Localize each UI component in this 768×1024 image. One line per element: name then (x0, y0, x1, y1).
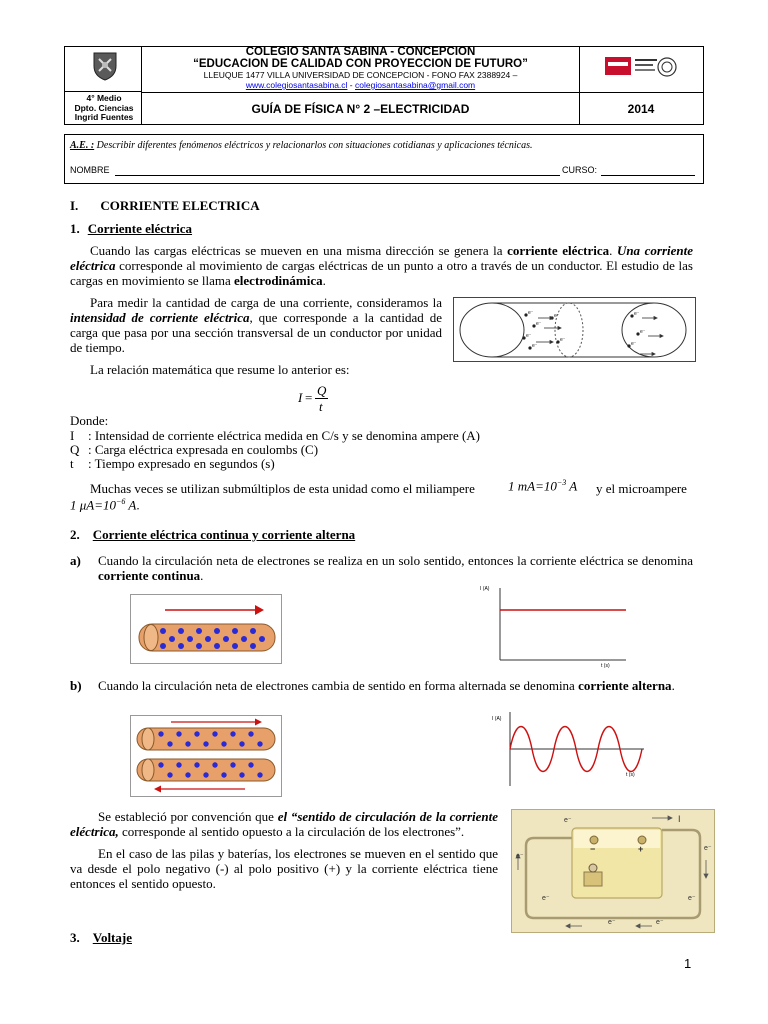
electron-label: e⁻ (564, 817, 572, 824)
current-label: I (678, 814, 681, 824)
microampere-formula: 1 $\mu A=10^{-6}$ A. (70, 497, 140, 513)
ac-graph-xlabel: t (s) (626, 772, 635, 778)
course-field[interactable] (601, 175, 695, 176)
website-link[interactable]: www.colegiosantasabina.cl (245, 80, 348, 90)
svg-text:e⁻: e⁻ (634, 311, 640, 317)
item-b-label: b) (70, 678, 82, 693)
paragraph-current-intro: Cuando las cargas eléctricas se mueven en una misma dirección se genera la corriente eléctrica. Una corriente eléctrica corresponde al movimiento de cargas eléctricas de un punto a otro a través de un conductor. El estudio de las cargas en movimiento se llama electrodinámica. (70, 243, 693, 288)
battery-circuit-photo (511, 809, 715, 933)
school-name: COLEGIO SANTA SABINA - CONCEPCION (245, 46, 476, 58)
ac-graph-ylabel: I (A) (492, 716, 502, 722)
dc-graph-xlabel: t (s) (601, 663, 610, 669)
dc-graph (470, 580, 630, 670)
formula-current: I = Q t (298, 383, 327, 414)
subsection-3-heading: 3. Voltaje (70, 930, 132, 945)
milliampere-formula: 1 $mA=10^{-3}$ A (508, 478, 578, 494)
svg-text:e⁻: e⁻ (528, 310, 534, 316)
paragraph-relation: La relación matemática que resume lo anterior es: (90, 362, 350, 377)
school-logo (91, 51, 119, 81)
objective-box (64, 134, 704, 184)
electron-label: e⁻ (688, 895, 696, 902)
dc-graph-ylabel: I (A) (480, 586, 490, 592)
svg-text:e⁻: e⁻ (631, 341, 637, 347)
negative-pole-label: − (590, 844, 596, 854)
microampere-text: y el microampere (596, 481, 687, 496)
electron-label: e⁻ (516, 853, 524, 860)
definitions-list (70, 428, 590, 470)
course-info: 4° Medio Dpto. Ciencias Ingrid Fuentes (74, 93, 134, 122)
item-b-text: Cuando la circulación neta de electrones cambia de sentido en forma alternada se denomina corriente alterna. (98, 678, 675, 693)
item-a-text: Cuando la circulación neta de electrones se realiza en un solo sentido, entonces la corriente eléctrica se denomina corriente continua. (98, 553, 693, 583)
name-label: NOMBRE (70, 165, 110, 175)
definition-item: Q : Carga eléctrica expresada en coulombs (C) (70, 442, 319, 457)
definition-item: I : Intensidad de corriente eléctrica medida en C/s y se denomina ampere (A) (70, 428, 481, 443)
svg-text:e⁻: e⁻ (560, 337, 566, 343)
svg-text:e⁻: e⁻ (554, 313, 560, 319)
school-motto: “EDUCACION DE CALIDAD CON PROYECCION DE FUTURO” (193, 58, 528, 70)
certification-logo (605, 53, 677, 81)
definition-item: t : Tiempo expresado en segundos (s) (70, 456, 275, 471)
guide-title: GUÍA DE FÍSICA N° 2 –ELECTRICIDAD (251, 102, 470, 116)
subsection-1-heading: 1. Corriente eléctrica (70, 221, 193, 236)
electron-label: e⁻ (704, 845, 712, 852)
conductor-figure (453, 297, 696, 362)
subsection-2-heading: 2. Corriente eléctrica continua y corriente alterna (70, 527, 356, 542)
paragraph-intensity: Para medir la cantidad de carga de una corriente, consideramos la intensidad de corriente eléctrica, que corresponde a la cantidad de carga que pasa por una sección transversal de un conductor por unidad de tiempo. (70, 295, 442, 355)
paragraph-batteries: En el caso de las pilas y baterías, los electrones se mueven en el sentido que va desde el polo negativo (-) al polo positivo (+) y la corriente eléctrica tiene entonces el sentido opuesto. (70, 846, 498, 891)
header-table (64, 46, 704, 125)
ac-graph (478, 706, 648, 792)
svg-text:e⁻: e⁻ (526, 333, 532, 339)
svg-text:e⁻: e⁻ (532, 343, 538, 349)
ac-wire-figure (130, 715, 282, 797)
dc-wire-figure (130, 594, 282, 664)
electron-label: e⁻ (542, 895, 550, 902)
school-heading: COLEGIO SANTA SABINA - CONCEPCION “EDUCACION DE CALIDAD CON PROYECCION DE FUTURO” LLEUQUE 1477 VILLA UNIVERSIDAD DE CONCEPCION - FONO FAX 2388924 – www.colegiosantasabina.cl - colegiosantasabina@gmail.com (142, 46, 579, 90)
paragraph-convention: Se estableció por convención que el “sentido de circulación de la corriente eléctrica, corresponde al sentido opuesto a la circulación de los electrones”. (70, 809, 498, 839)
year: 2014 (627, 102, 655, 116)
name-field[interactable] (115, 175, 560, 176)
positive-pole-label: + (638, 844, 644, 854)
svg-text:e⁻: e⁻ (640, 329, 646, 335)
page-number: 1 (684, 956, 692, 971)
electron-label: e⁻ (656, 919, 664, 926)
section-1-heading: I. CORRIENTE ELECTRICA (70, 198, 260, 213)
svg-text:e⁻: e⁻ (536, 321, 542, 327)
course-label: CURSO: (562, 165, 598, 175)
learning-objective: A.E. : Describir diferentes fenómenos eléctricos y relacionarlos con situaciones cotidianas y aplicaciones técnicas. (70, 140, 533, 151)
electron-label: e⁻ (608, 919, 616, 926)
submultiples-text: Muchas veces se utilizan submúltiplos de esta unidad como el miliampere (90, 481, 475, 496)
email-link[interactable]: colegiosantasabina@gmail.com (355, 80, 476, 90)
donde-label: Donde: (70, 413, 109, 428)
item-a-label: a) (70, 553, 81, 568)
school-address: LLEUQUE 1477 VILLA UNIVERSIDAD DE CONCEPCION - FONO FAX 2388924 – (203, 70, 518, 80)
